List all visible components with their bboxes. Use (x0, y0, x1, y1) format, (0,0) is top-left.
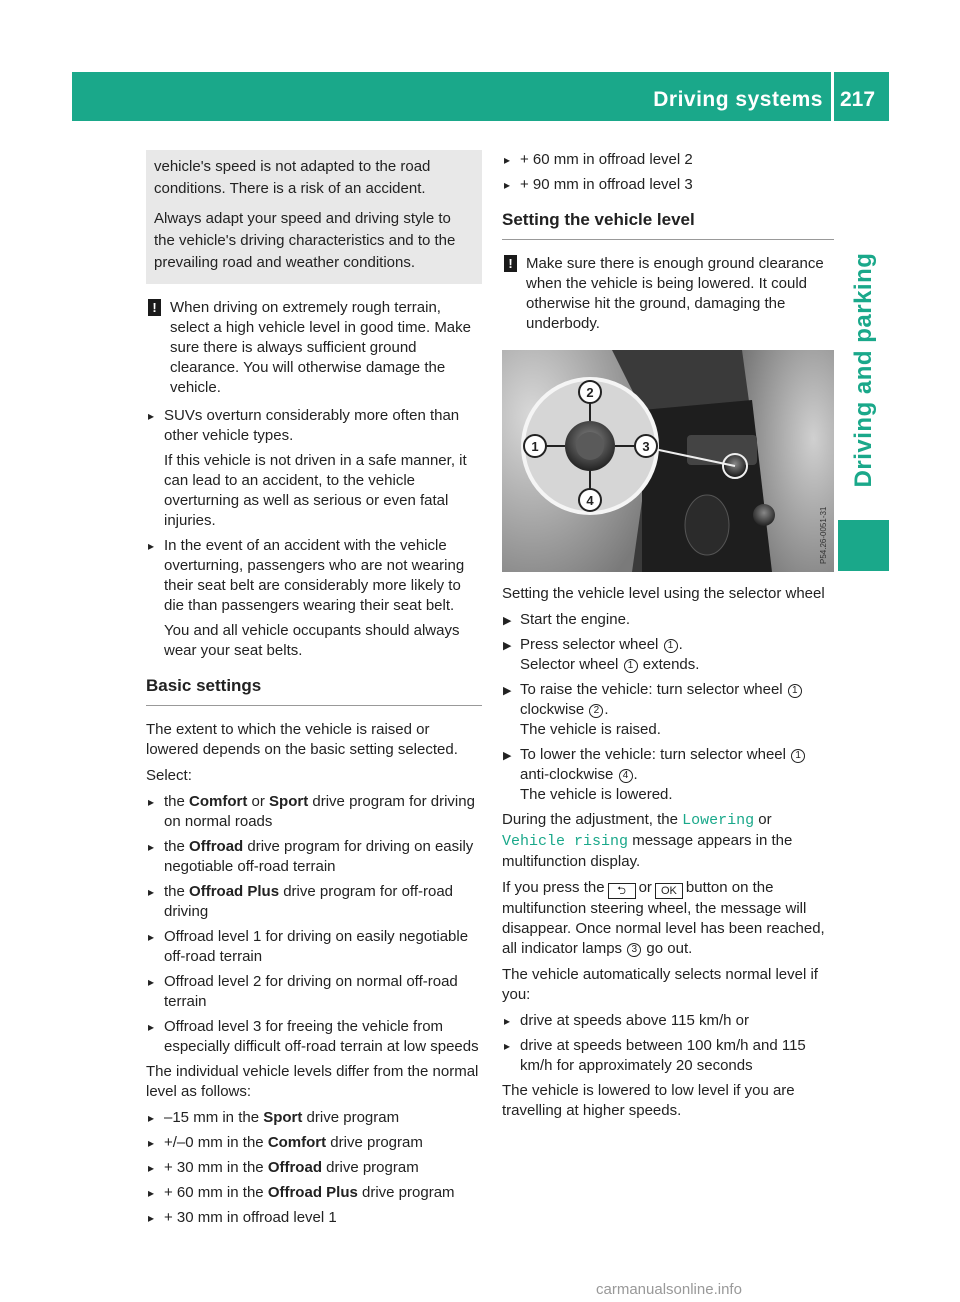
note-text: When driving on extremely rough terrain, select a high vehicle level in good time. Make sure there is always sufficient ground clearance. You will otherwise damage the vehicle. (170, 299, 471, 396)
callout-ref: 3 (627, 943, 641, 957)
warning-box (146, 150, 482, 284)
list-item: ▸ + 90 mm in offroad level 3 (502, 175, 834, 195)
paragraph: If you press the ⮌ or OK button on the multifunction steering wheel, the message will disappear. Once normal level has been reached, all indicator lamps 3 go out. (502, 879, 825, 957)
note-exclamation-icon: ! (148, 299, 161, 316)
section-title: Driving systems (653, 88, 823, 111)
step-item: ▶ Press selector wheel 1 . Selector wheel 1 extends. (502, 635, 834, 675)
callout-ref: 1 (788, 684, 802, 698)
list-item: ▸ drive at speeds between 100 km/h and 115 km/h for approximately 20 seconds (502, 1036, 834, 1076)
warning-text: Always adapt your speed and driving style to the vehicle's driving characteristics and to the prevailing road and weather conditions. (154, 210, 456, 271)
side-tab-marker (838, 520, 889, 571)
callout-ref: 1 (791, 749, 805, 763)
note-exclamation-icon: ! (504, 255, 517, 272)
list-item-detail: If this vehicle is not driven in a safe manner, it can lead to an accident, to the vehicle overturning as well as serious or even fatal injuries. (164, 452, 467, 529)
list-item: ▸ the Offroad drive program for driving on easily negotiable off-road terrain (146, 837, 482, 877)
callout-ref: 2 (589, 704, 603, 718)
note-text: Make sure there is enough ground clearance when the vehicle is being lowered. It could otherwise hit the ground, damaging the underbody. (526, 255, 824, 332)
heading-basic-settings: Basic settings (146, 675, 482, 706)
callout-ref: 4 (619, 769, 633, 783)
callout-3 (635, 435, 657, 457)
callout-2 (579, 381, 601, 403)
list-item: ▸ + 30 mm in offroad level 1 (146, 1208, 482, 1228)
paragraph: The vehicle automatically selects normal level if you: (502, 966, 818, 1003)
list-item: ▸ –15 mm in the Sport drive program (146, 1108, 482, 1128)
header-divider (831, 72, 834, 121)
list-item: ▸ the Offroad Plus drive program for off-road driving (146, 882, 482, 922)
list-item: ▸ SUVs overturn considerably more often than other vehicle types. (146, 406, 482, 446)
right-column (502, 150, 834, 1127)
callout-1 (524, 435, 546, 457)
paragraph: The individual vehicle levels differ from the normal level as follows: (146, 1063, 479, 1100)
back-button-icon: ⮌ (608, 883, 636, 899)
warning-text: vehicle's speed is not adapted to the road conditions. There is a risk of an accident. (154, 158, 431, 197)
svg-text:1: 1 (531, 439, 539, 454)
svg-text:3: 3 (642, 439, 650, 454)
side-tab-label: Driving and parking (850, 252, 877, 488)
display-message: Vehicle rising (502, 833, 629, 850)
select-label: Select: (146, 767, 192, 784)
list-item: ▸ Offroad level 2 for driving on normal off-road terrain (146, 972, 482, 1012)
selector-wheel-figure (502, 350, 834, 572)
list-item: ▸ Offroad level 3 for freeing the vehicle from especially difficult off-road terrain at low speeds (146, 1017, 482, 1057)
watermark: carmanualsonline.info (596, 1281, 742, 1298)
list-item: ▸ drive at speeds above 115 km/h or (502, 1011, 834, 1031)
step-item: ▶ To lower the vehicle: turn selector wheel 1 anti-clockwise 4 . The vehicle is lowered. (502, 745, 834, 805)
step-item: ▶ Start the engine. (502, 610, 834, 630)
list-item: ▸ + 30 mm in the Offroad drive program (146, 1158, 482, 1178)
svg-text:2: 2 (586, 385, 594, 400)
list-item: ▸ the Comfort or Sport drive program for driving on normal roads (146, 792, 482, 832)
list-item: ▸ In the event of an accident with the vehicle overturning, passengers who are not wearing their seat belt are considerably more likely to die than passengers wearing their seat belt. (146, 536, 482, 616)
list-item: ▸ Offroad level 1 for driving on easily negotiable off-road terrain (146, 927, 482, 967)
list-item: ▸ + 60 mm in the Offroad Plus drive program (146, 1183, 482, 1203)
heading-setting-vehicle-level: Setting the vehicle level (502, 209, 834, 240)
console-illustration (502, 350, 834, 572)
list-item: ▸ + 60 mm in offroad level 2 (502, 150, 834, 170)
list-item: ▸ +/–0 mm in the Comfort drive program (146, 1133, 482, 1153)
figure-code: P54.26-0051-31 (819, 506, 828, 564)
callout-4 (579, 489, 601, 511)
note (502, 254, 834, 334)
page-number: 217 (840, 88, 876, 111)
paragraph: The extent to which the vehicle is raised or lowered depends on the basic setting selected. (146, 721, 458, 758)
figure-caption: Setting the vehicle level using the selector wheel (502, 585, 825, 602)
list-item-detail: You and all vehicle occupants should always wear your seat belts. (164, 622, 460, 659)
callout-ref: 1 (664, 639, 678, 653)
note (146, 298, 482, 398)
paragraph: The vehicle is lowered to low level if you are travelling at higher speeds. (502, 1082, 795, 1119)
ok-button-icon: OK (655, 883, 683, 899)
left-column (146, 150, 482, 1233)
paragraph: During the adjustment, the Lowering or Vehicle rising message appears in the multifunction display. (502, 811, 793, 870)
step-item: ▶ To raise the vehicle: turn selector wheel 1 clockwise 2 . The vehicle is raised. (502, 680, 834, 740)
svg-text:4: 4 (586, 493, 594, 508)
display-message: Lowering (682, 812, 755, 829)
callout-ref: 1 (624, 659, 638, 673)
